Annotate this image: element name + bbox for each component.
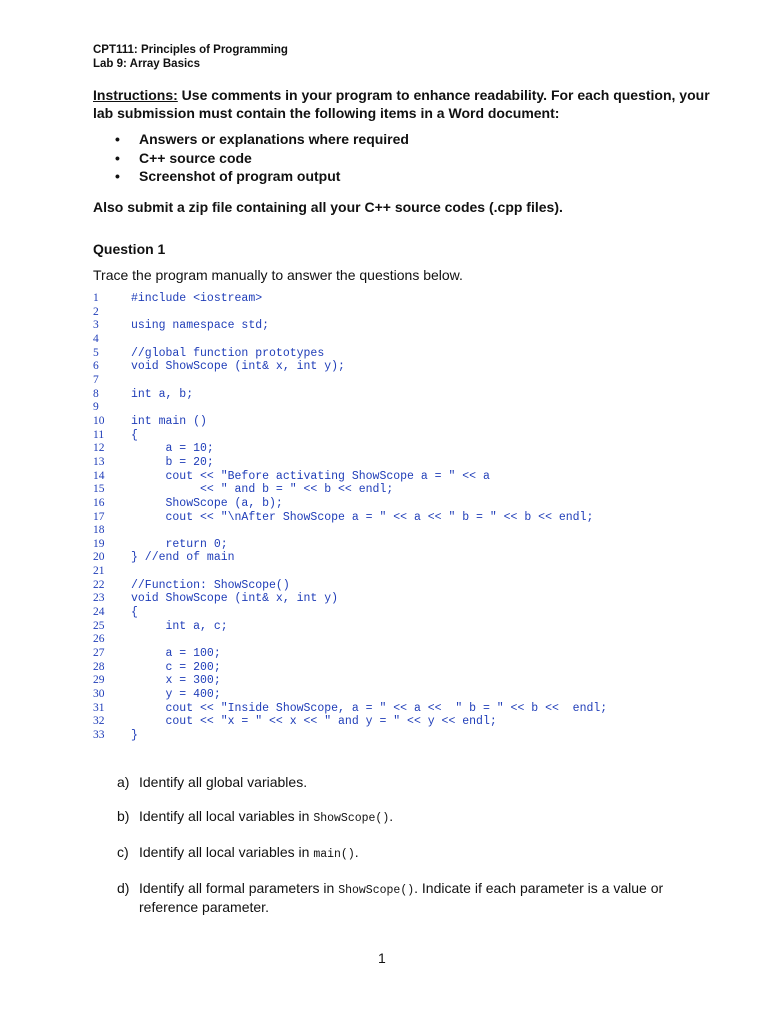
code-line xyxy=(93,360,693,374)
submission-items-list xyxy=(93,130,409,186)
line-number: 26 xyxy=(93,633,105,646)
instructions-text: Use comments in your program to enhance readability. For each question, your lab submission must contain the following items in a Word document: xyxy=(93,87,710,121)
code-line xyxy=(93,538,693,552)
code-text: cout << "Inside ShowScope, a = " << a << " b = " << b << endl; xyxy=(131,701,608,715)
list-item xyxy=(93,167,409,186)
sub-questions-list xyxy=(117,774,707,933)
code-line xyxy=(93,674,693,688)
page-number: 1 xyxy=(378,950,386,966)
inline-code: main() xyxy=(313,848,355,861)
line-number: 23 xyxy=(93,592,105,605)
code-text: int a, b; xyxy=(131,387,194,401)
bullet-icon: • xyxy=(115,131,120,147)
code-line xyxy=(93,661,693,675)
list-item-text: C++ source code xyxy=(139,149,252,166)
instructions-label: Instructions: xyxy=(93,87,178,103)
line-number: 5 xyxy=(93,346,99,359)
instructions-paragraph xyxy=(93,86,713,122)
line-number: 19 xyxy=(93,537,105,550)
lab-title: Lab 9: Array Basics xyxy=(93,58,200,70)
code-line xyxy=(93,401,693,415)
code-line xyxy=(93,565,693,579)
question-heading: Question 1 xyxy=(93,241,166,257)
code-line xyxy=(93,688,693,702)
line-number: 28 xyxy=(93,660,105,673)
code-line xyxy=(93,333,693,347)
line-number: 12 xyxy=(93,442,105,455)
code-text: ShowScope (a, b); xyxy=(131,496,283,510)
code-line xyxy=(93,606,693,620)
list-item-text: Screenshot of program output xyxy=(139,168,341,184)
code-line xyxy=(93,456,693,470)
list-item xyxy=(93,149,409,168)
code-listing xyxy=(93,292,693,743)
code-text: } xyxy=(131,729,138,742)
code-line xyxy=(93,551,693,565)
line-number: 29 xyxy=(93,674,105,687)
sub-question-text: Identify all local variables in xyxy=(139,808,314,824)
code-text: void ShowScope (int& x, int y) xyxy=(131,592,339,606)
line-number: 16 xyxy=(93,496,105,509)
code-line xyxy=(93,647,693,661)
line-number: 18 xyxy=(93,524,105,537)
code-text: << " and b = " << b << endl; xyxy=(131,483,394,497)
line-number: 1 xyxy=(93,292,99,304)
sub-question-letter: a) xyxy=(117,774,130,790)
line-number: 3 xyxy=(93,319,99,332)
code-text: { xyxy=(131,606,138,620)
course-title: CPT111: Principles of Programming xyxy=(93,44,288,56)
line-number: 27 xyxy=(93,647,105,660)
code-text: b = 20; xyxy=(131,455,214,469)
line-number: 25 xyxy=(93,619,105,632)
code-line xyxy=(93,292,693,306)
line-number: 2 xyxy=(93,305,99,318)
inline-code: ShowScope() xyxy=(338,884,415,897)
line-number: 32 xyxy=(93,715,105,728)
line-number: 14 xyxy=(93,469,105,482)
sub-question-text: Identify all formal parameters in xyxy=(139,880,339,896)
code-line xyxy=(93,497,693,511)
sub-question-text-end: . xyxy=(389,808,394,824)
code-line xyxy=(93,483,693,497)
code-text: //global function prototypes xyxy=(131,346,325,360)
code-text: int main () xyxy=(131,414,207,428)
code-text: #include <iostream> xyxy=(131,292,263,305)
sub-question-text: Identify all local variables in xyxy=(139,844,314,860)
sub-question xyxy=(117,808,707,827)
line-number: 30 xyxy=(93,688,105,701)
code-line xyxy=(93,415,693,429)
sub-question xyxy=(117,880,707,916)
sub-question-text: Identify all global variables. xyxy=(139,774,308,790)
code-line xyxy=(93,633,693,647)
code-line xyxy=(93,306,693,320)
sub-question-letter: b) xyxy=(117,808,130,824)
line-number: 6 xyxy=(93,360,99,373)
code-text: y = 400; xyxy=(131,688,221,702)
line-number: 4 xyxy=(93,332,99,345)
line-number: 15 xyxy=(93,483,105,496)
line-number: 33 xyxy=(93,729,105,741)
code-text: //Function: ShowScope() xyxy=(131,578,290,592)
code-line xyxy=(93,388,693,402)
list-item-text: Answers or explanations where required xyxy=(139,131,409,147)
code-line xyxy=(93,524,693,538)
line-number: 8 xyxy=(93,387,99,400)
line-number: 20 xyxy=(93,551,105,564)
code-line xyxy=(93,592,693,606)
code-text: c = 200; xyxy=(131,660,221,674)
line-number: 13 xyxy=(93,455,105,468)
question-intro: Trace the program manually to answer the questions below. xyxy=(93,267,463,283)
code-line xyxy=(93,729,693,743)
code-line xyxy=(93,511,693,525)
sub-question-letter: d) xyxy=(117,880,130,896)
code-text: x = 300; xyxy=(131,674,221,688)
code-line xyxy=(93,579,693,593)
line-number: 7 xyxy=(93,373,99,386)
code-line xyxy=(93,347,693,361)
code-line xyxy=(93,470,693,484)
line-number: 17 xyxy=(93,510,105,523)
sub-question-text-end: . xyxy=(354,844,359,860)
line-number: 9 xyxy=(93,401,99,414)
code-text: cout << "x = " << x << " and y = " << y << endl; xyxy=(131,715,497,729)
code-line xyxy=(93,319,693,333)
code-text: a = 10; xyxy=(131,442,214,456)
code-line xyxy=(93,429,693,443)
code-line xyxy=(93,374,693,388)
sub-question xyxy=(117,774,707,791)
code-text: } //end of main xyxy=(131,551,235,565)
line-number: 10 xyxy=(93,414,105,427)
submit-note: Also submit a zip file containing all your C++ source codes (.cpp files). xyxy=(93,199,563,215)
bullet-icon: • xyxy=(115,149,120,166)
code-text: void ShowScope (int& x, int y); xyxy=(131,360,345,374)
code-line xyxy=(93,620,693,634)
code-line xyxy=(93,442,693,456)
code-text: cout << "\nAfter ShowScope a = " << a << " b = " << b << endl; xyxy=(131,510,594,524)
code-text: return 0; xyxy=(131,537,228,551)
code-text: int a, c; xyxy=(131,619,228,633)
code-text: a = 100; xyxy=(131,647,221,661)
list-item xyxy=(93,130,409,149)
sub-question xyxy=(117,844,707,863)
sub-question-text-end: . Indicate if each parameter is a value or reference parameter. xyxy=(139,880,664,915)
line-number: 21 xyxy=(93,565,105,578)
code-text: { xyxy=(131,428,138,442)
bullet-icon: • xyxy=(115,168,120,184)
line-number: 31 xyxy=(93,701,105,714)
code-text: cout << "Before activating ShowScope a = " << a xyxy=(131,469,490,483)
line-number: 24 xyxy=(93,606,105,619)
line-number: 11 xyxy=(93,428,105,441)
code-line xyxy=(93,715,693,729)
code-line xyxy=(93,702,693,716)
inline-code: ShowScope() xyxy=(313,812,390,825)
line-number: 22 xyxy=(93,578,105,591)
sub-question-letter: c) xyxy=(117,844,129,860)
code-text: using namespace std; xyxy=(131,319,270,333)
